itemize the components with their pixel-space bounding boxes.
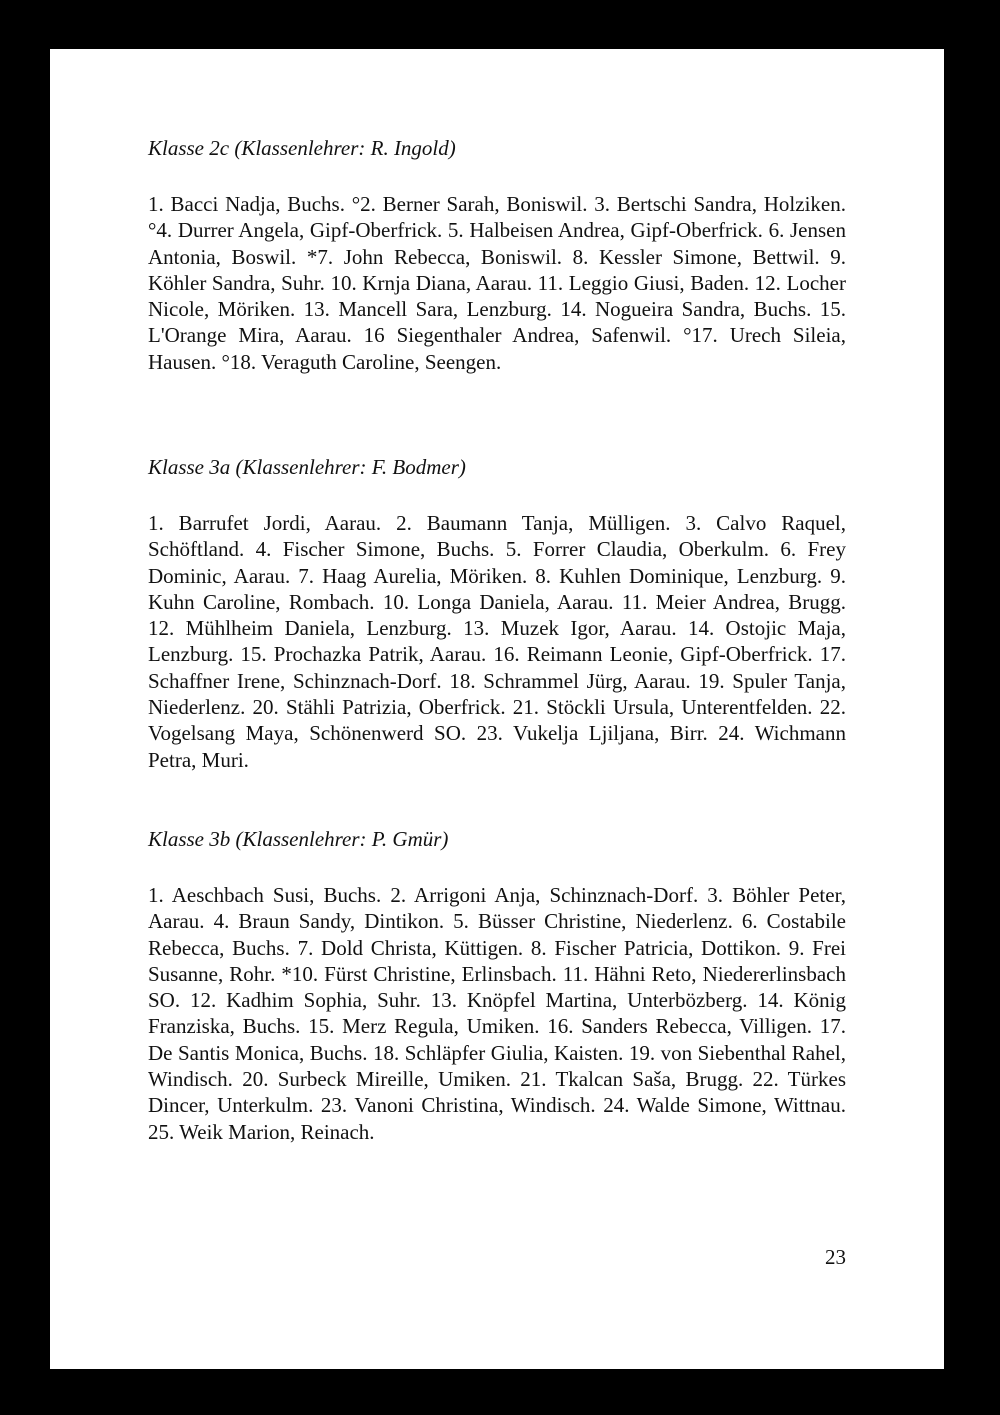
section-heading: Klasse 3a (Klassenlehrer: F. Bodmer) [148, 455, 466, 479]
page-number: 23 [825, 1245, 846, 1269]
section-heading: Klasse 2c (Klassenlehrer: R. Ingold) [148, 136, 456, 160]
section-klasse-2c [148, 135, 846, 375]
section-klasse-3b [148, 826, 846, 1145]
student-list: 1. Bacci Nadja, Buchs. °2. Berner Sarah, Boniswil. 3. Bertschi Sandra, Holziken. °4. Durrer Angela, Gipf-Oberfrick. 5. Halbeisen Andrea, Gipf-Oberfrick. 6. Jensen Antonia, Boswil. *7. John Rebecca, Boniswil. 8. Kessler Simone, Bettwil. 9. Köhler Sandra, Suhr. 10. Krnja Diana, Aarau. 11. Leggio Giusi, Baden. 12. Locher Nicole, Möriken. 13. Mancell Sara, Lenzburg. 14. Nogueira Sandra, Buchs. 15. L'Orange Mira, Aarau. 16 Siegenthaler Andrea, Safenwil. °17. Urech Sileia, Hausen. °18. Veraguth Caroline, Seengen. [148, 192, 846, 374]
section-heading: Klasse 3b (Klassenlehrer: P. Gmür) [148, 827, 449, 851]
student-list: 1. Barrufet Jordi, Aarau. 2. Baumann Tanja, Mülligen. 3. Calvo Raquel, Schöftland. 4. Fischer Simone, Buchs. 5. Forrer Claudia, Oberkulm. 6. Frey Dominic, Aarau. 7. Haag Aurelia, Möriken. 8. Kuhlen Dominique, Lenzburg. 9. Kuhn Caroline, Rombach. 10. Longa Daniela, Aarau. 11. Meier Andrea, Brugg. 12. Mühlheim Daniela, Lenzburg. 13. Muzek Igor, Aarau. 14. Ostojic Maja, Lenzburg. 15. Prochazka Patrik, Aarau. 16. Reimann Leonie, Gipf-Oberfrick. 17. Schaffner Irene, Schinznach-Dorf. 18. Schrammel Jürg, Aarau. 19. Spuler Tanja, Niederlenz. 20. Stähli Patrizia, Oberfrick. 21. Stöckli Ursula, Unterentfelden. 22. Vogelsang Maya, Schönenwerd SO. 23. Vukelja Ljiljana, Birr. 24. Wichmann Petra, Muri. [148, 511, 846, 772]
section-klasse-3a [148, 454, 846, 773]
document-page [50, 49, 944, 1369]
student-list: 1. Aeschbach Susi, Buchs. 2. Arrigoni Anja, Schinznach-Dorf. 3. Böhler Peter, Aarau. 4. Braun Sandy, Dintikon. 5. Büsser Christine, Niederlenz. 6. Costabile Rebecca, Buchs. 7. Dold Christa, Küttigen. 8. Fischer Patricia, Dottikon. 9. Frei Susanne, Rohr. *10. Fürst Christine, Erlinsbach. 11. Hähni Reto, Niedererlinsbach SO. 12. Kadhim Sophia, Suhr. 13. Knöpfel Martina, Unterbözberg. 14. König Franziska, Buchs. 15. Merz Regula, Umiken. 16. Sanders Rebecca, Villigen. 17. De Santis Monica, Buchs. 18. Schläpfer Giulia, Kaisten. 19. von Siebenthal Rahel, Windisch. 20. Surbeck Mireille, Umiken. 21. Tkalcan Saša, Brugg. 22. Türkes Dincer, Unterkulm. 23. Vanoni Christina, Windisch. 24. Walde Simone, Wittnau. 25. Weik Marion, Reinach. [148, 883, 846, 1144]
